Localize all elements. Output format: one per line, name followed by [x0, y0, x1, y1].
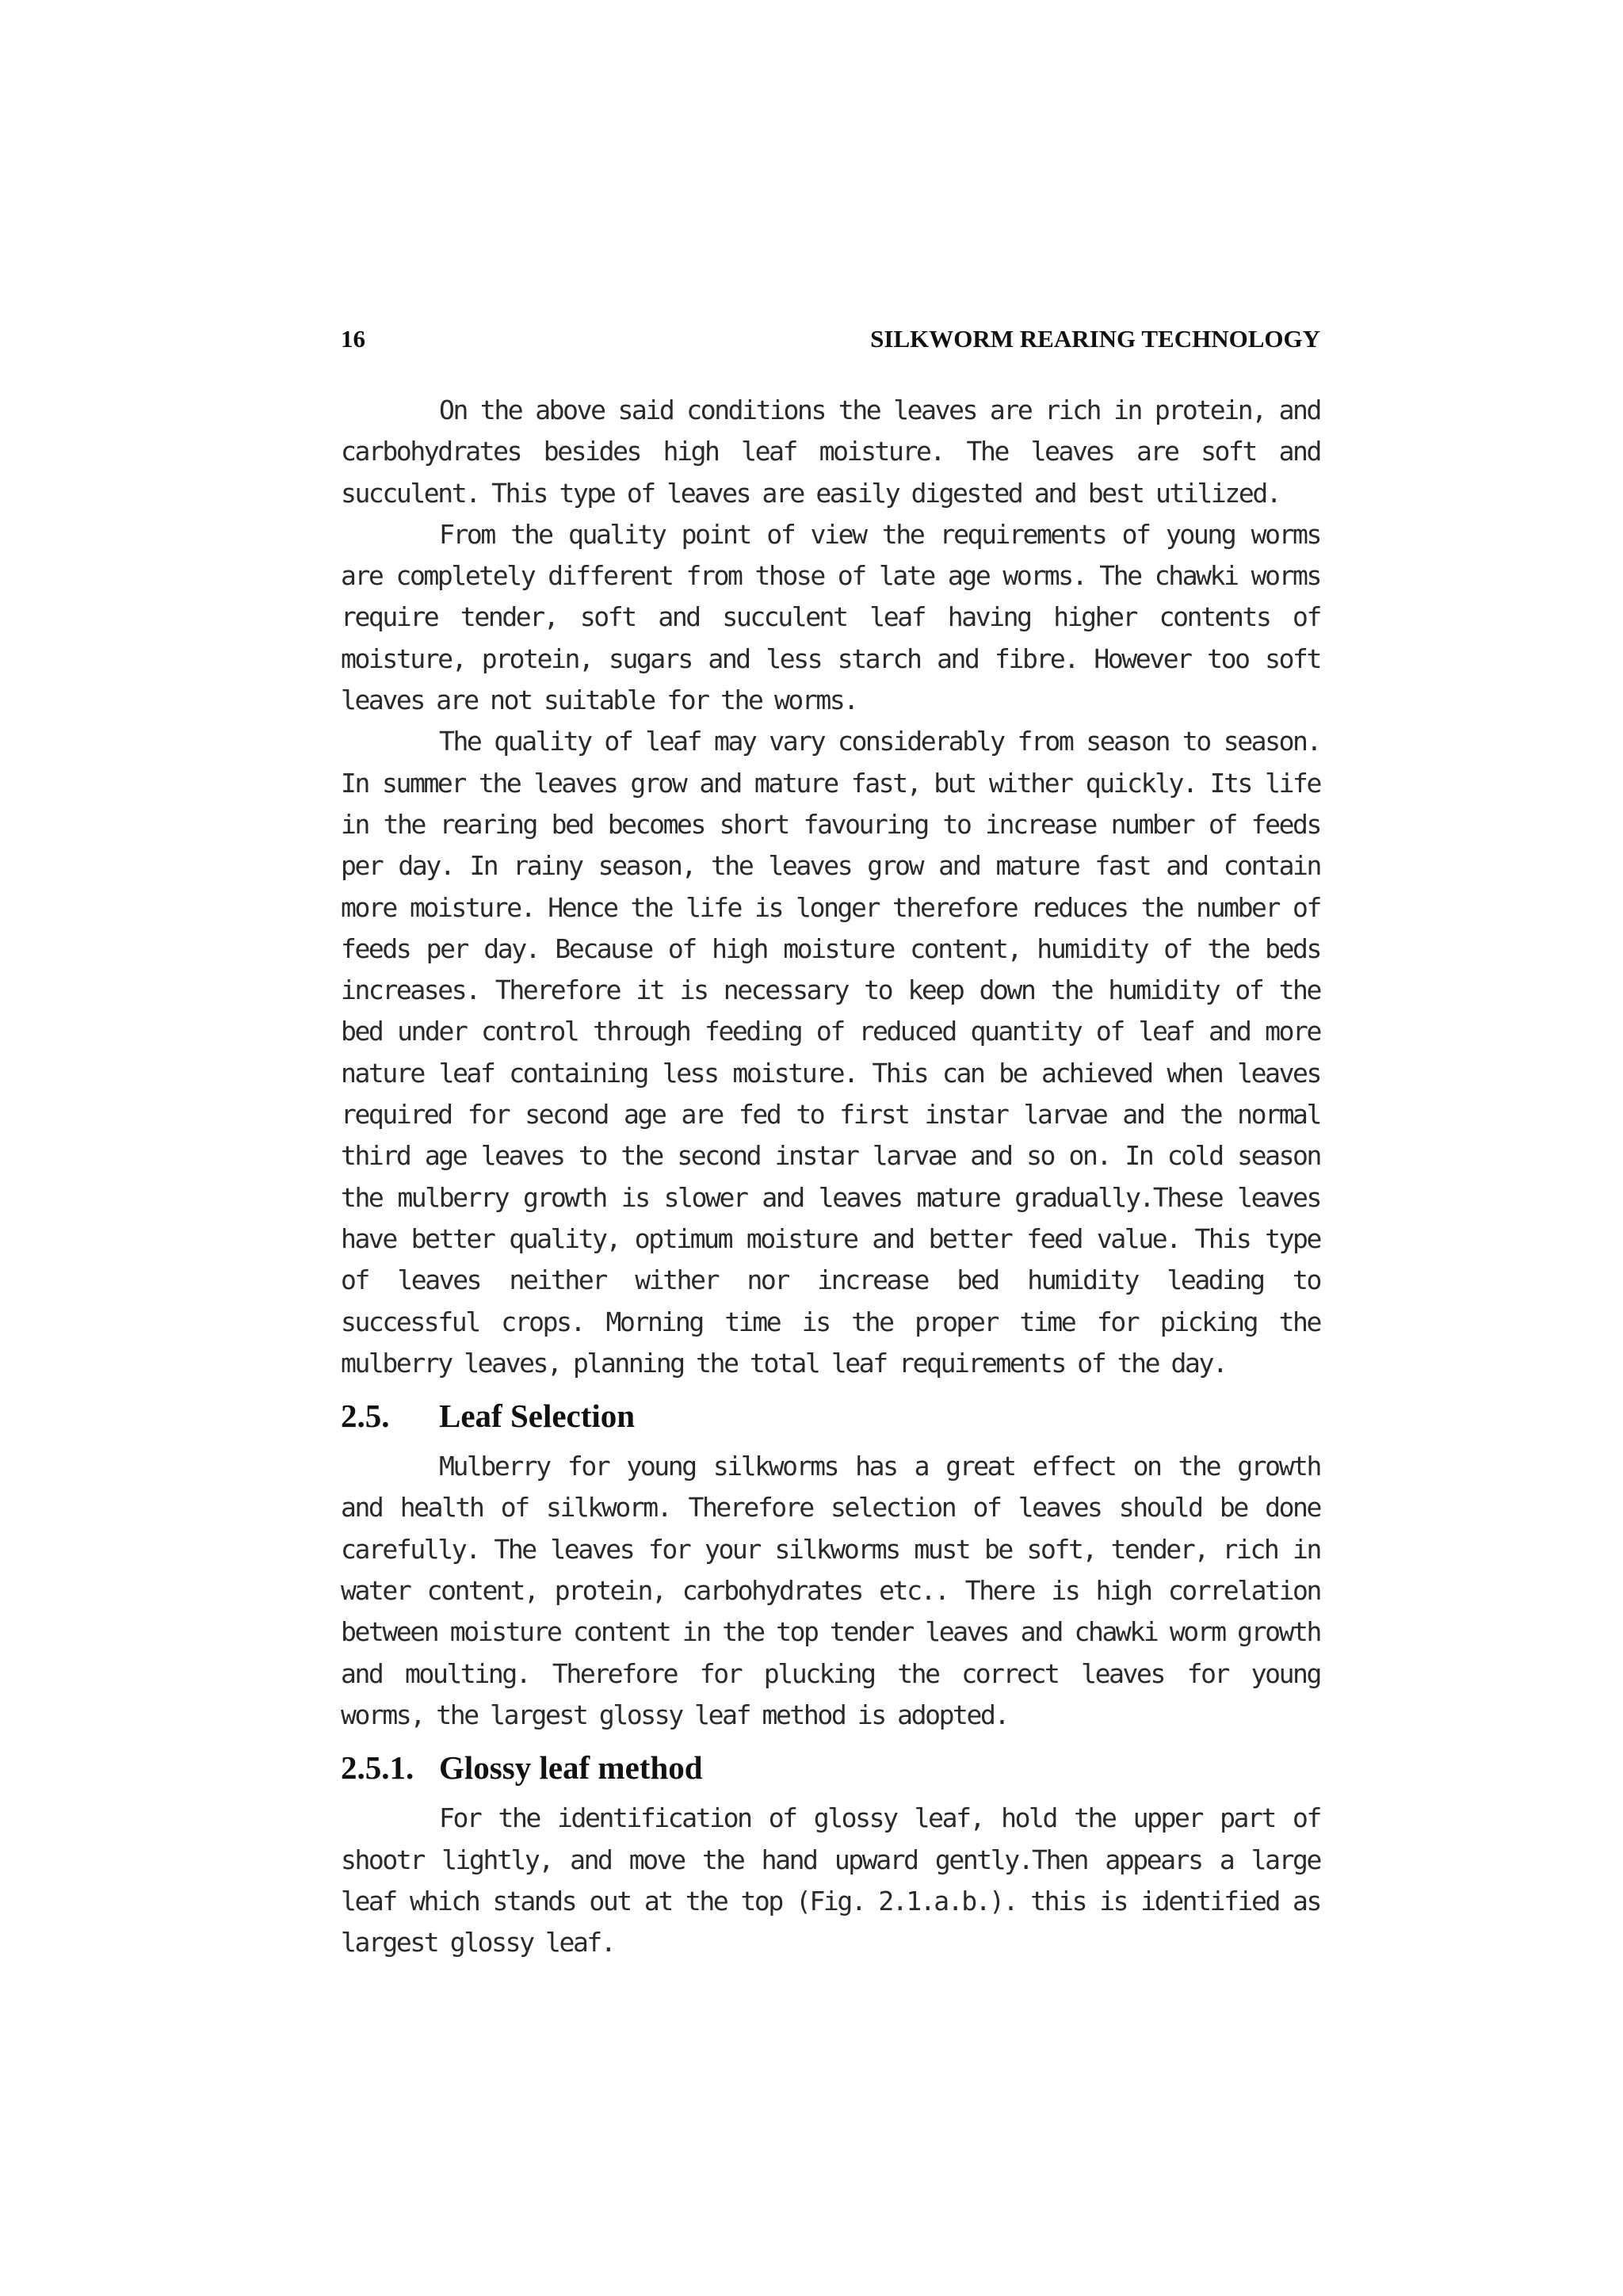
paragraph-seasonal-quality: The quality of leaf may vary considerably from season to season. In summer the leaves grow and mature fast, but wither quickly. Its life in the rearing bed becomes short favouring to increase number of feeds per day. In rainy season, the leaves grow and mature fast and contain more moisture. Hence the life is longer therefore reduces the number of feeds per day. Because of high moisture content, humidity of the beds increases. Therefore it is necessary to keep down the humidity of the bed under control through feeding of reduced quantity of leaf and more nature leaf containing less moisture. This can be achieved when leaves required for second age are fed to first instar larvae and the normal third age leaves to the second instar larvae and so on. In cold season the mulberry growth is slower and leaves mature gradually.These leaves have better quality, optimum moisture and better feed value. This type of leaves neither wither nor increase bed humidity leading to successful crops. Morning time is the proper time for picking the mulberry leaves, planning the total leaf requirements of the day. [341, 726, 1320, 1379]
paragraph-glossy-leaf-identification: For the identification of glossy leaf, hold the upper part of shootr lightly, and move the hand upward gently.Then appears a large leaf which stands out at the top (Fig. 2.1.a.b.). this is identified as largest glossy leaf. [341, 1802, 1320, 1958]
section-title: Leaf Selection [439, 1398, 636, 1435]
paragraph-quality-requirements: From the quality point of view the requirements of young worms are completely different from those of late age worms. The chawki worms require tender, soft and succulent leaf having higher contents of moisture, protein, sugars and less starch and fibre. However too soft leaves are not suitable for the worms. [341, 518, 1320, 716]
page-number: 16 [341, 325, 365, 353]
paragraph-leaf-conditions: On the above said conditions the leaves are rich in protein, and carbohydrates besides high leaf moisture. The leaves are soft and succulent. This type of leaves are easily digested and best utilized. [341, 395, 1320, 509]
running-title: SILKWORM REARING TECHNOLOGY [870, 325, 1320, 353]
section-number: 2.5.1. [341, 1749, 414, 1787]
book-page [341, 325, 1320, 1963]
paragraph-leaf-selection: Mulberry for young silkworms has a great effect on the growth and health of silkworm. Therefore selection of leaves should be done carefully. The leaves for your silkworms must be soft, tender, rich in water content, protein, carbohydrates etc.. There is high correlation between moisture content in the top tender leaves and chawki worm growth and moulting. Therefore for plucking the correct leaves for young worms, the largest glossy leaf method is adopted. [341, 1451, 1320, 1730]
section-number: 2.5. [341, 1398, 390, 1435]
section-title: Glossy leaf method [439, 1749, 703, 1787]
section-heading-leaf-selection [341, 1397, 1320, 1435]
running-header [341, 325, 1320, 353]
section-heading-glossy-leaf-method [341, 1749, 1320, 1787]
